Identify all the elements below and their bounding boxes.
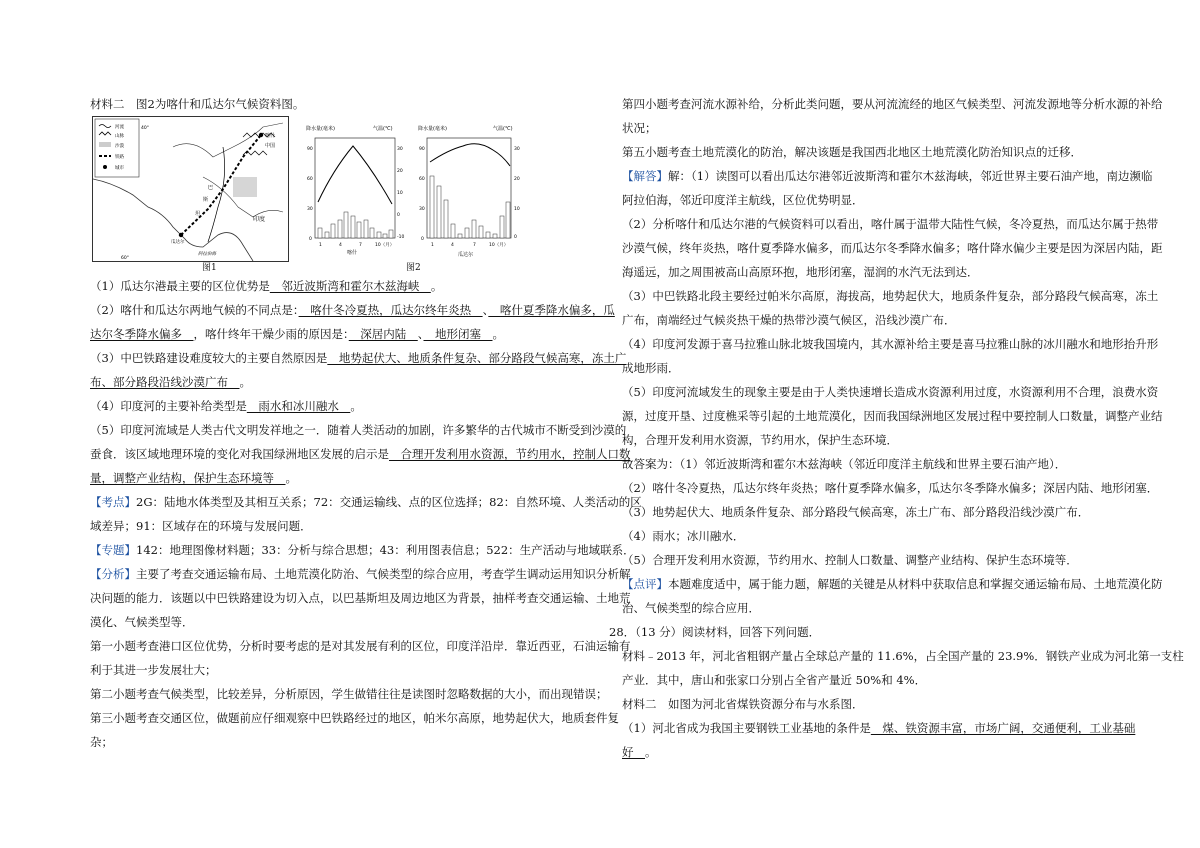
p4-line1: 第四小题考查河流水源补给，分析此类问题，要从河流流经的地区气候类型、河流发源地等分析水源的补给 xyxy=(622,97,1163,111)
kaodian-line2: 域差异；91：区域存在的环境与发展问题． xyxy=(90,519,312,533)
gu-line4: （4）雨水；冰川融水． xyxy=(622,529,745,543)
q2-text: （2）喀什和瓜达尔两地气候的不同点是： xyxy=(90,303,299,317)
map-india: 印度 xyxy=(253,216,266,223)
map-lon: 60° xyxy=(121,256,129,261)
q3-text: （3）中巴铁路建设难度较大的主要自然原因是 xyxy=(90,351,328,365)
g-tr2: 10 xyxy=(514,207,520,212)
q1-text: （1）瓜达尔港最主要的区位优势是 xyxy=(90,279,270,293)
g-temp-line xyxy=(430,144,510,166)
m1-line2: 产业．其中，唐山和张家口分别占全省产量近 50%和 4%． xyxy=(622,673,927,687)
map-kashgar: 喀什 xyxy=(265,133,276,139)
k-tx1: 4 xyxy=(339,243,342,248)
k-ylabel-right: 气温(℃) xyxy=(373,126,393,132)
k-ylabel-left: 降水量(毫米) xyxy=(306,126,335,132)
map-pak-c: 坦 xyxy=(195,211,201,217)
fenxi-line2: 决问题的能力．该题以中巴铁路建设为切入点，以巴基斯坦及周边地区为背景，抽样考查交通运输、土地荒 xyxy=(90,591,631,605)
p1-line2: 利于其进一步发展壮大； xyxy=(90,663,217,677)
a2-line2: 沙漠气候，终年炎热，喀什夏季降水偏多，而瓜达尔冬季降水偏多；喀什降水偏少主要是因为深居内陆，距 xyxy=(622,241,1163,255)
g-tx3: 10（月） xyxy=(489,243,509,248)
q4-answer: 雨水和冰川融水 xyxy=(246,399,351,413)
k-tl0: 90 xyxy=(307,147,313,152)
k-tl3: 0 xyxy=(309,237,312,242)
q2-answer1: 喀什冬冷夏热，瓜达尔终年炎热 xyxy=(298,303,483,317)
q2-mid: 、 xyxy=(482,303,489,317)
gu-line2: （2）喀什冬冷夏热，瓜达尔终年炎热；喀什夏季降水偏多，瓜达尔冬季降水偏多；深居内陆、地形闭塞． xyxy=(622,481,1159,495)
k-tl1: 60 xyxy=(307,177,313,182)
k-tr0: 30 xyxy=(397,147,403,152)
p3-line1: 第三小题考查交通区位，做题前应仔细观察中巴铁路经过的地区，帕米尔高原，地势起伏大，地质套件复 xyxy=(90,711,619,725)
jieda-tag: 【解答】 xyxy=(622,169,668,183)
a5-line1: （5）印度河流域发生的现象主要是由于人类快速增长造成水资源利用过度，水资源利用不合理，浪费水资 xyxy=(622,385,1159,399)
q2-line2 xyxy=(90,326,504,342)
map-pak-a: 巴 xyxy=(208,185,214,191)
g-bars xyxy=(430,176,510,238)
k-tx2: 7 xyxy=(359,243,362,248)
q3-answer-cont: 布、部分路段沿线沙漠广布 xyxy=(90,375,240,389)
legend-desert: 沙漠 xyxy=(115,144,124,149)
k-tr4: -10 xyxy=(397,235,405,240)
map-lat: 40° xyxy=(141,126,149,131)
map-china: 中国 xyxy=(265,143,276,149)
k-tx3: 10（月） xyxy=(375,243,395,248)
kaodian-text: 2G：陆地水体类型及其相互关系；72：交通运输线、点的区位选择；82：自然环境、人类活动的区 xyxy=(136,495,642,509)
g-tl0: 90 xyxy=(419,147,425,152)
fenxi-text: 主要了考查交通运输布局、土地荒漠化防治、气候类型的综合应用，考查学生调动运用知识分析解 xyxy=(136,567,631,581)
q28-line xyxy=(609,624,820,640)
q4-line xyxy=(90,398,362,414)
legend-city: 城市 xyxy=(115,166,124,171)
a5-line3: 构，合理开发利用水资源，节约用水，保护生态环境． xyxy=(622,433,898,447)
q3-end: 。 xyxy=(239,375,251,389)
q5-line1: （5）印度河流域是人类古代文明发祥地之一．随着人类活动的加剧，许多繁华的古代城市不断受到沙漠的 xyxy=(90,423,627,437)
kaodian-tag: 【考点】 xyxy=(90,495,136,509)
zhuanti-line xyxy=(90,542,635,558)
dianping-line1 xyxy=(622,576,1163,592)
q2-mid-text: ，喀什终年干燥少雨的原因是： xyxy=(193,327,349,341)
q28-heading: （13 分）阅读材料，回答下列问题． xyxy=(635,625,821,639)
map-svg xyxy=(93,117,288,261)
q5-answer-cont: 量，调整产业结构，保护生态环境等 xyxy=(90,471,286,485)
map-sea: 阿拉伯海 xyxy=(198,252,216,257)
q2-line1 xyxy=(90,302,615,318)
q281-text: （1）河北省成为我国主要钢铁工业基地的条件是 xyxy=(622,721,871,735)
q2-answer4: 地形闭塞 xyxy=(423,327,493,341)
a5-line2: 源，过度开垦、过度樵采等引起的土地荒漠化，因而我国绿洲地区发展过程中要控制人口数量，调整产业结 xyxy=(622,409,1163,423)
gu-line5: （5）合理开发利用水资源，节约用水、控制人口数量、调整产业结构、保护生态环境等． xyxy=(622,553,1078,567)
map-pak-b: 斯 xyxy=(203,197,209,203)
g-tr0: 30 xyxy=(514,147,520,152)
q5-answer: 合理开发利用水资源，节约用水，控制人口数 xyxy=(389,447,631,461)
gu-line3: （3）地势起伏大、地质条件复杂、部分路段气候高寒，冻土广布、部分路段沿线沙漠广布． xyxy=(622,505,1090,519)
q3-answer: 地势起伏大、地质条件复杂、部分路段气候高寒，冻土广 xyxy=(327,351,627,365)
g-tr1: 20 xyxy=(514,177,520,182)
g-ylabel-right: 气温(℃) xyxy=(493,126,513,132)
k-name: 喀什 xyxy=(347,250,358,256)
a1-line2: 阿拉伯海，邻近印度洋主航线，区位优势明显． xyxy=(622,193,864,207)
p2-line: 第二小题考查气候类型，比较差异，分析原因，学生做错往往是读图时忽略数据的大小，而出现错误； xyxy=(90,687,608,701)
q5-text: 蚕食．该区域地理环境的变化对我国绿洲地区发展的启示是 xyxy=(90,447,389,461)
map-figure xyxy=(92,116,289,262)
q1-answer: 邻近波斯湾和霍尔木兹海峡 xyxy=(269,279,431,293)
k-bars xyxy=(318,212,393,238)
fig2-caption: 图2 xyxy=(406,263,421,273)
legend-river: 河流 xyxy=(115,125,124,130)
dianping-text: 本题难度适中，属于能力题，解题的关键是从材料中获取信息和掌握交通运输布局、土地荒漠化防 xyxy=(668,577,1163,591)
q2-answer2-cont: 达尔冬季降水偏多 xyxy=(90,327,194,341)
q5-line2 xyxy=(90,446,631,462)
g-name: 瓜达尔 xyxy=(458,252,474,258)
k-tr1: 20 xyxy=(397,169,403,174)
k-tr2: 10 xyxy=(397,191,403,196)
k-tx0: 1 xyxy=(319,243,322,248)
legend-mountain: 山脉 xyxy=(115,134,124,139)
q28-number: 28． xyxy=(609,625,636,639)
q281-answer: 煤、铁资源丰富，市场广阔，交通便利，工业基础 xyxy=(870,721,1136,735)
g-tl2: 30 xyxy=(419,207,425,212)
q2-answer2: 喀什夏季降水偏多，瓜 xyxy=(488,303,615,317)
a4-line2: 成地形雨． xyxy=(622,361,680,375)
zhuanti-tag: 【专题】 xyxy=(90,543,136,557)
fenxi-tag: 【分析】 xyxy=(90,567,136,581)
dianping-tag: 【点评】 xyxy=(622,577,668,591)
g-tx2: 7 xyxy=(473,243,476,248)
k-tl2: 30 xyxy=(307,207,313,212)
q281-end: 。 xyxy=(645,745,657,759)
k-tr3: 0 xyxy=(397,213,400,218)
kaodian-line1 xyxy=(90,494,642,510)
q3-line2 xyxy=(90,374,251,390)
map-gwadar: 瓜达尔 xyxy=(171,240,185,245)
a4-line1: （4）印度河发源于喜马拉雅山脉北坡我国境内，其水源补给主要是喜马拉雅山脉的冰川融水和地形抬升形 xyxy=(622,337,1159,351)
q1-end: 。 xyxy=(430,279,443,293)
q281-line1 xyxy=(622,720,1135,736)
a3-line1: （3）中巴铁路北段主要经过帕米尔高原，海拔高，地势起伏大，地质条件复杂，部分路段气候高寒，冻土 xyxy=(622,289,1159,303)
p1-line1: 第一小题考查港口区位优势，分析时要考虑的是对其发展有利的区位，印度洋沿岸．靠近西亚，石油运输有 xyxy=(90,639,631,653)
m1-line1: 材料﹣2013 年，河北省粗钢产量占全球总产量的 11.6%，占全国产量的 23.9%．钢铁产业成为河北第一支柱 xyxy=(622,649,1184,663)
q281-line2 xyxy=(622,744,657,760)
p4-line2: 状况； xyxy=(622,121,657,135)
q3-line1 xyxy=(90,350,626,366)
q281-answer-cont: 好 xyxy=(622,745,645,759)
climate-figure xyxy=(303,120,533,260)
p3-line2: 杂； xyxy=(90,735,113,749)
gu-line1: 故答案为：（1）邻近波斯湾和霍尔木兹海峡（邻近印度洋主航线和世界主要石油产地）． xyxy=(622,457,1067,471)
g-tx0: 1 xyxy=(431,243,434,248)
q1-line xyxy=(90,278,442,294)
q4-end: 。 xyxy=(350,399,362,413)
a2-line3: 海遥远，加之周围被高山高原环抱，地形闭塞，湿润的水汽无法到达． xyxy=(622,265,979,279)
q5-end: 。 xyxy=(285,471,297,485)
q2-answer3: 深居内陆 xyxy=(348,327,418,341)
k-temp-line xyxy=(318,146,392,204)
q5-line3 xyxy=(90,470,297,486)
jieda-line1 xyxy=(622,168,1153,184)
g-tl1: 60 xyxy=(419,177,425,182)
legend-railway: 铁路 xyxy=(115,155,124,160)
q2-mid2: 、 xyxy=(417,327,424,341)
a3-line2: 广布，南端经过气候炎热干燥的热带沙漠气候区，沿线沙漠广布． xyxy=(622,313,956,327)
p5-line: 第五小题考查土地荒漠化的防治，解决该题是我国西北地区土地荒漠化防治知识点的迁移． xyxy=(622,145,1082,159)
g-ylabel-left: 降水量(毫米) xyxy=(418,126,447,132)
g-tl3: 0 xyxy=(421,237,424,242)
dianping-line2: 治、气候类型的综合应用． xyxy=(622,601,760,615)
zhuanti-text: 142：地理图像材料题；33：分析与综合思想；43：利用图表信息；522：生产活动与地域联系． xyxy=(136,543,635,557)
fig1-caption: 图1 xyxy=(202,263,217,273)
q4-text: （4）印度河的主要补给类型是 xyxy=(90,399,247,413)
a1-text: 解：（1）读图可以看出瓜达尔港邻近波斯湾和霍尔木兹海峡，邻近世界主要石油产地，南边濒临 xyxy=(668,169,1153,183)
g-tx1: 4 xyxy=(451,243,454,248)
m2-line: 材料二 如图为河北省煤铁资源分布与水系图． xyxy=(622,697,864,711)
fenxi-line1 xyxy=(90,566,631,582)
q2-end: 。 xyxy=(492,327,504,341)
fenxi-line3: 漠化、气候类型等． xyxy=(90,615,194,629)
g-tr3: 0 xyxy=(514,235,517,240)
a2-line1: （2）分析喀什和瓜达尔港的气候资料可以看出，喀什属于温带大陆性气候，冬冷夏热，而瓜达尔属于热带 xyxy=(622,217,1159,231)
intro-line: 材料二 图2为喀什和瓜达尔气候资料图。 xyxy=(90,97,305,111)
